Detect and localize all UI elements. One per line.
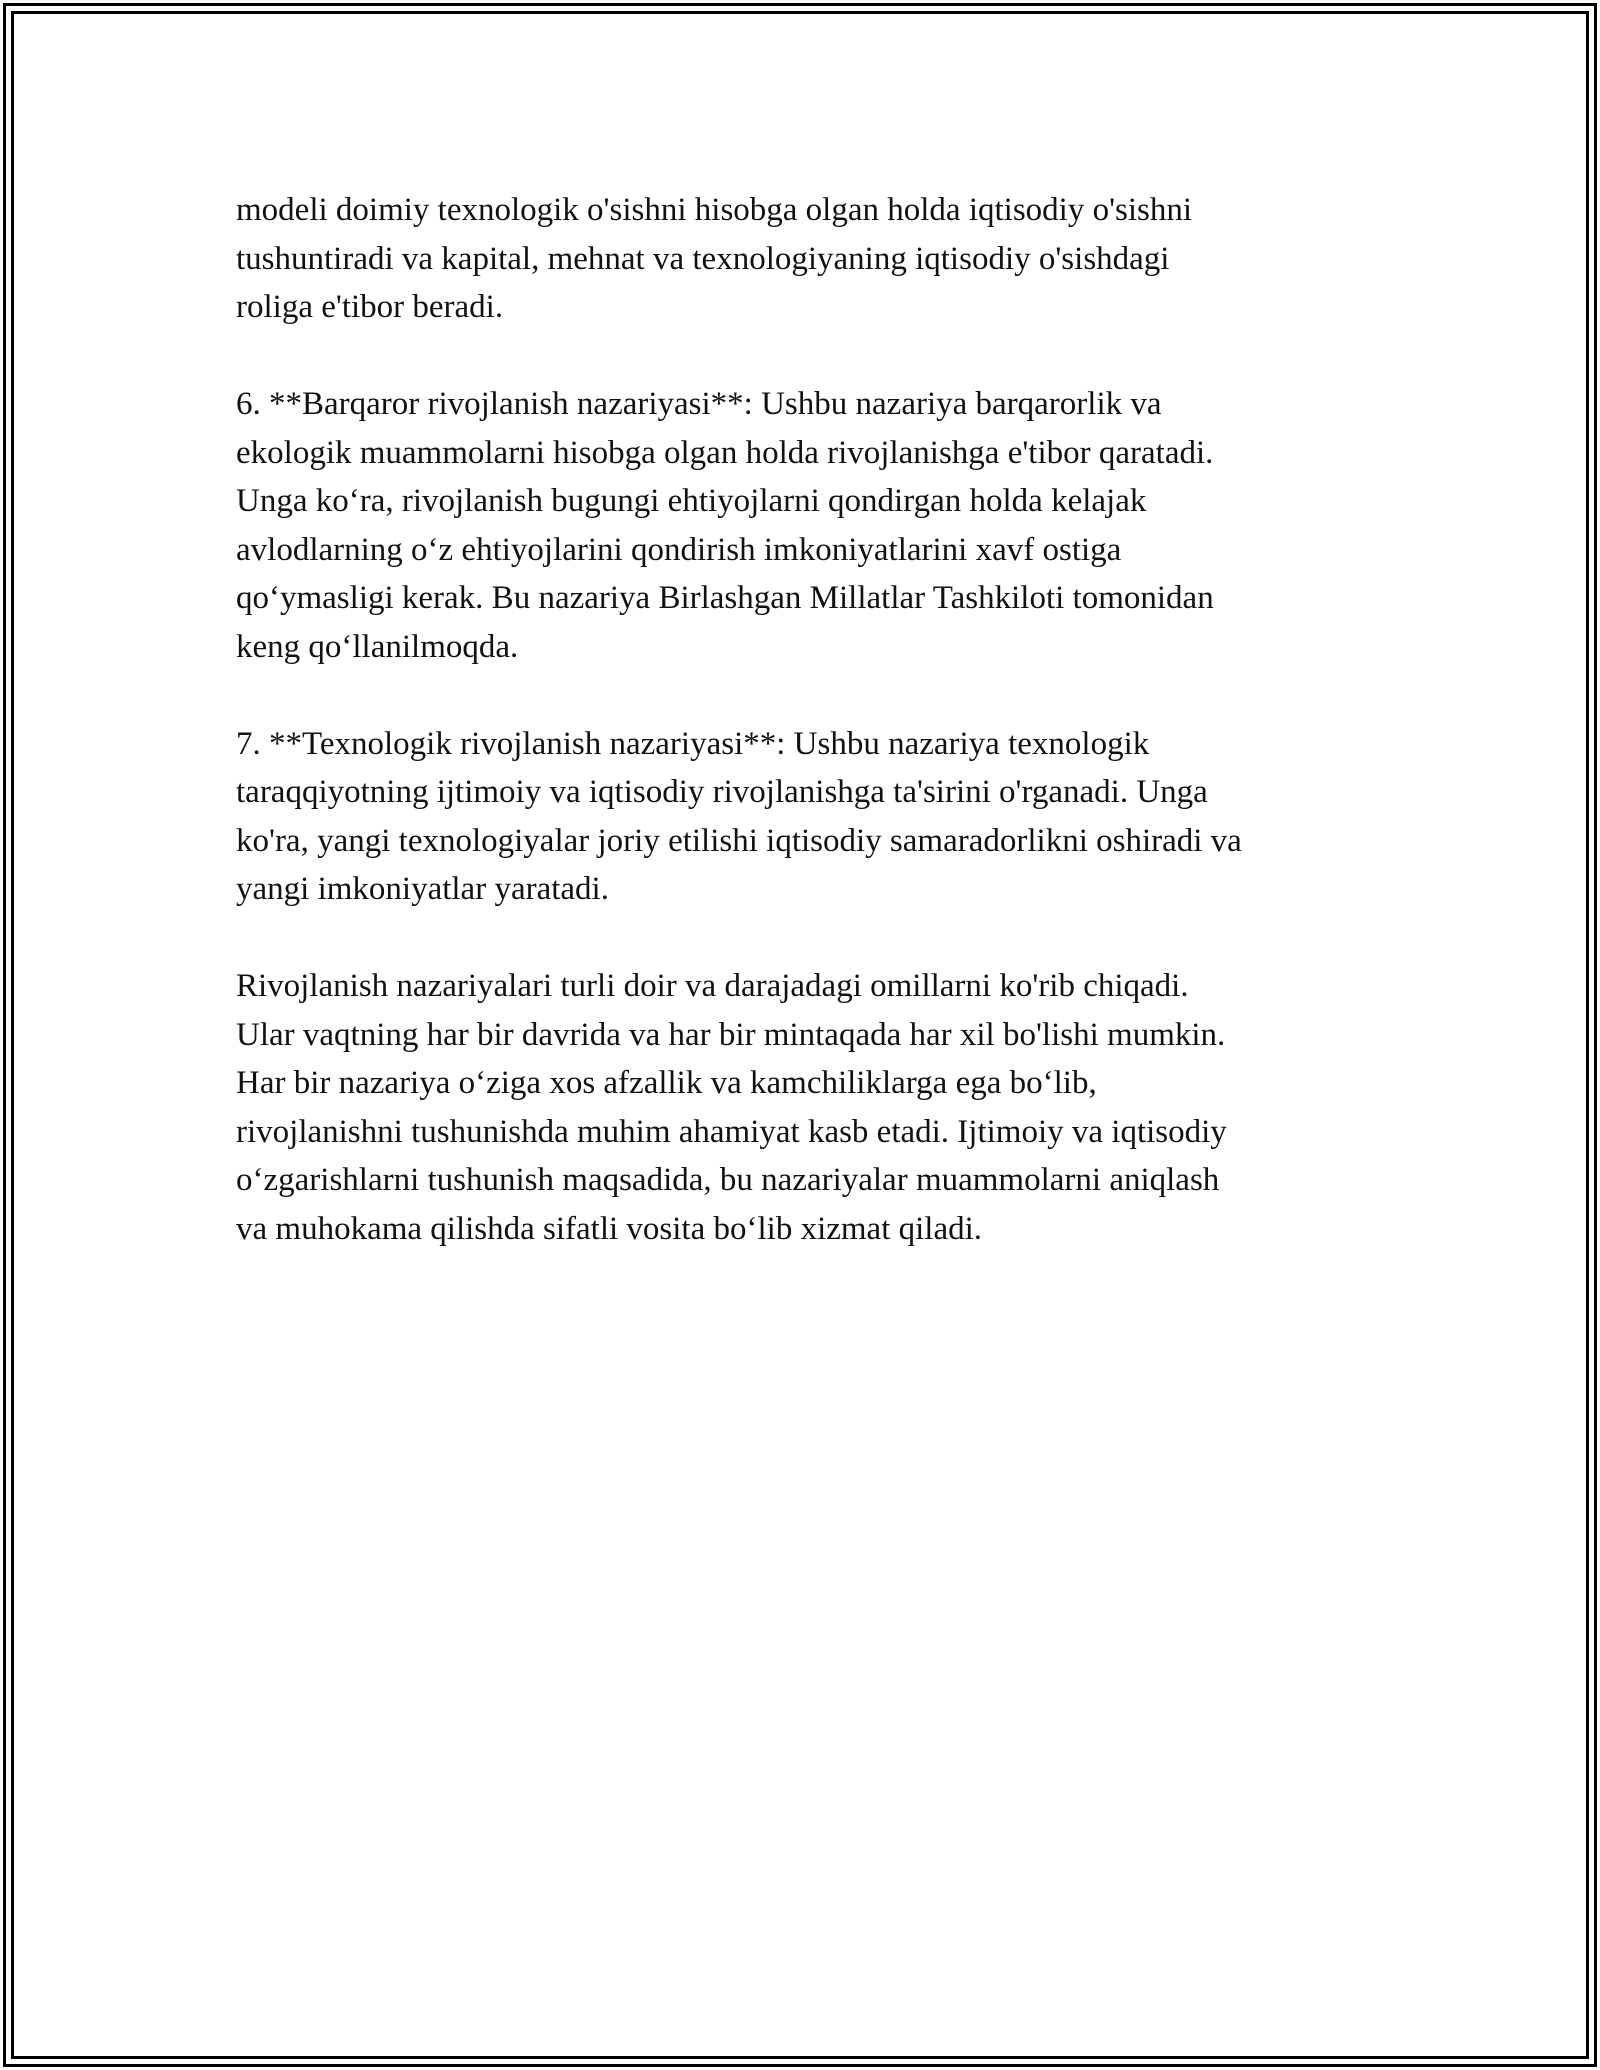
paragraph-growth-model-continuation: modeli doimiy texnologik o'sishni hisobga olgan holda iqtisodiy o'sishni tushuntiradi va kapital, mehnat va texnologiyaning iqtisodiy o'sishdagi roliga e'tibor beradi. [236, 192, 1193, 325]
paragraph-conclusion: Rivojlanish nazariyalari turli doir va darajadagi omillarni ko'rib chiqadi. Ular vaqtning har bir davrida va har bir mintaqada har xil bo'lishi mumkin. Har bir nazariya o‘ziga xos afzallik va kamchiliklarga ega bo‘lib, rivojlanishni tushunishda muhim ahamiyat kasb etadi. Ijtimoiy va iqtisodiy o‘zgarishlarni tushunish maqsadida, bu nazariyalar muammolarni aniqlash va muhokama qilishda sifatli vosita bo‘lib xizmat qiladi. [236, 968, 1227, 1247]
paragraph-sustainable-development-theory: 6. **Barqaror rivojlanish nazariyasi**: Ushbu nazariya barqarorlik va ekologik muammolarni hisobga olgan holda rivojlanishga e'tibor qaratadi. Unga ko‘ra, rivojlanish bugungi ehtiyojlarni qondirgan holda kelajak avlodlarning o‘z ehtiyojlarini qondirish imkoniyatlarini xavf ostiga qo‘ymasligi kerak. Bu nazariya Birlashgan Millatlar Tashkiloti tomonidan keng qo‘llanilmoqda. [236, 386, 1214, 665]
document-body [236, 186, 1396, 1302]
paragraph-technological-development-theory: 7. **Texnologik rivojlanish nazariyasi**: Ushbu nazariya texnologik taraqqiyotning ijtimoiy va iqtisodiy rivojlanishga ta'sirini o'rganadi. Unga ko'ra, yangi texnologiyalar joriy etilishi iqtisodiy samaradorlikni oshiradi va yangi imkoniyatlar yaratadi. [236, 725, 1242, 907]
